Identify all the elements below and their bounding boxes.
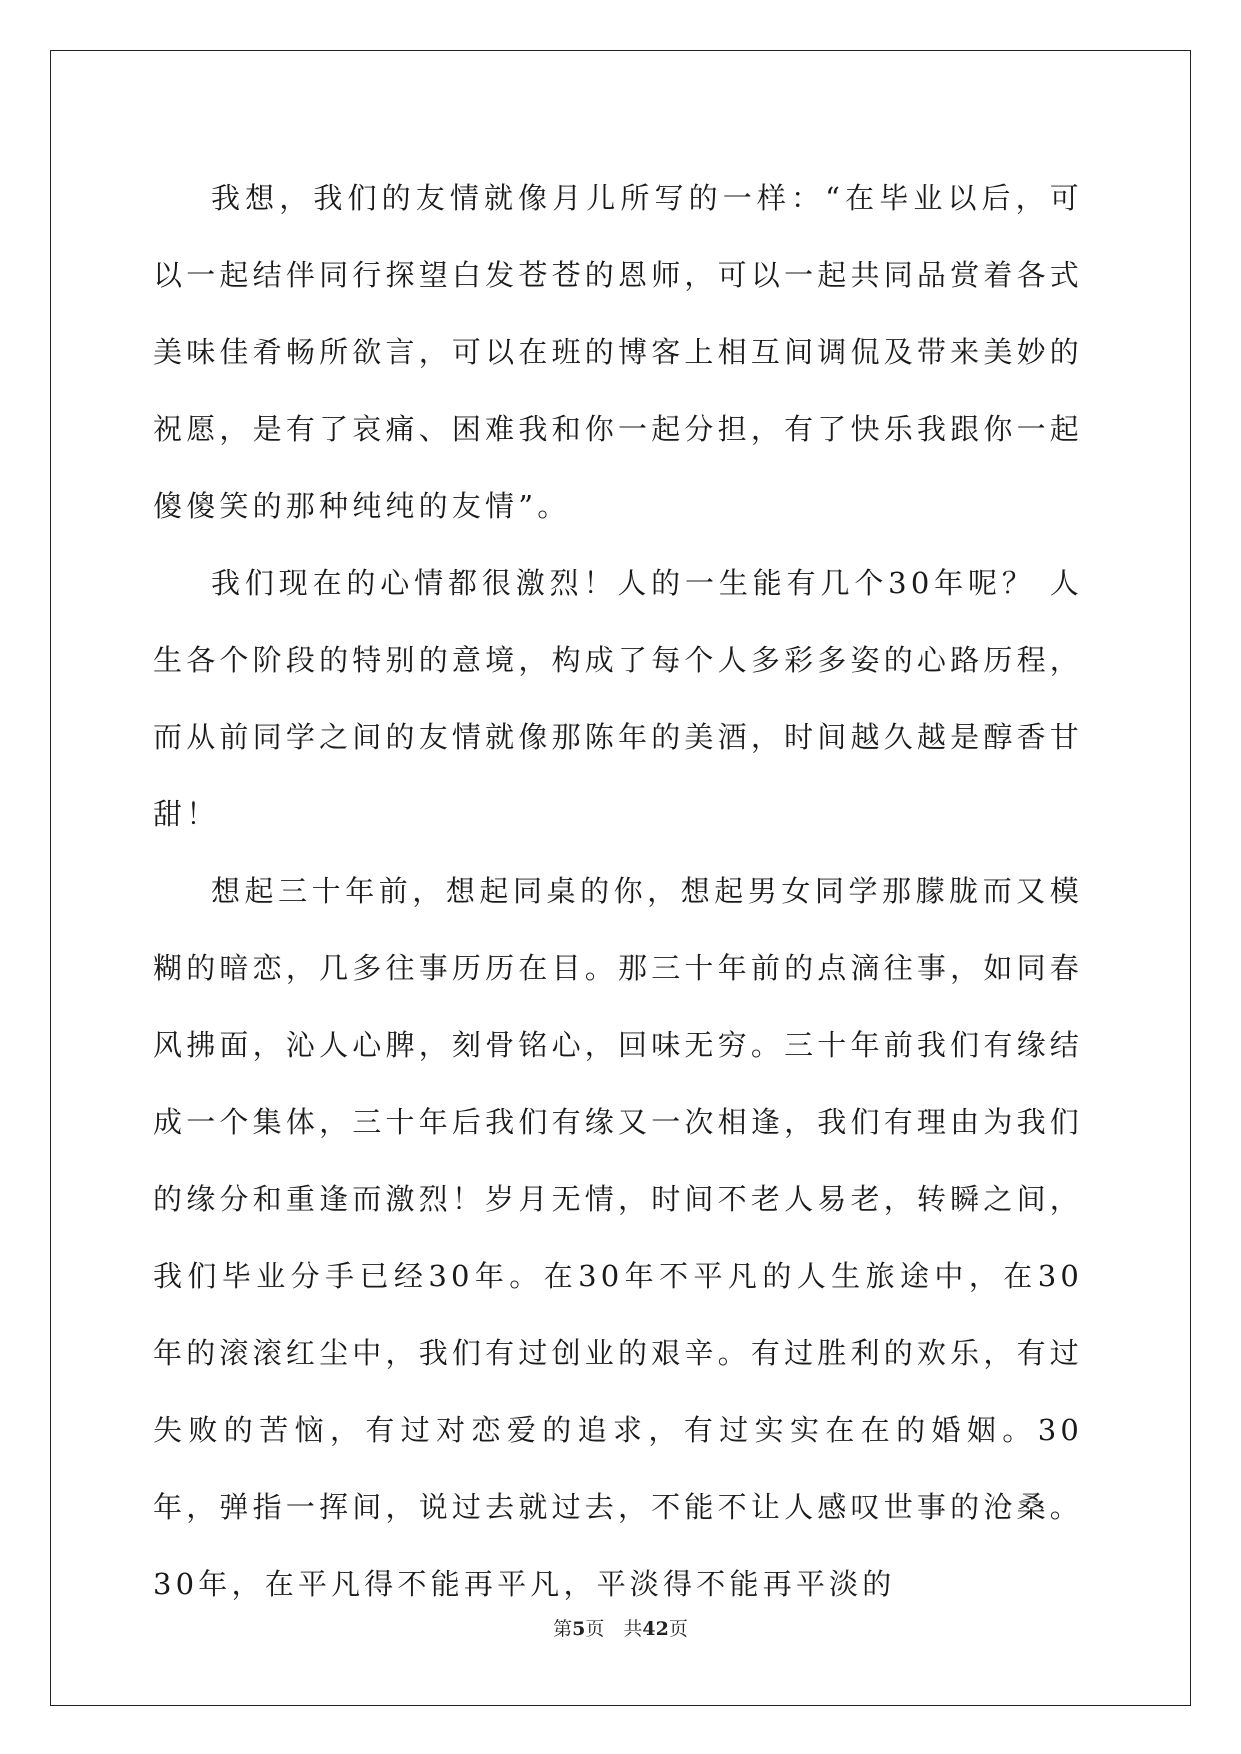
paragraph-memories: 想起三十年前，想起同桌的你，想起男女同学那朦胧而又模糊的暗恋，几多往事历历在目。那三十年前的点滴往事，如同春风拂面，沁人心脾，刻骨铭心，回味无穷。三十年前我们有缘结成一个集体，三十年后我们有缘又一次相逢，我们有理由为我们的缘分和重逢而激烈！岁月无情，时间不老人易老，转瞬之间，我们毕业分手已经30年。在30年不平凡的人生旅途中，在30年的滚滚红尘中，我们有过创业的艰辛。有过胜利的欢乐，有过失败的苦恼，有过对恋爱的追求，有过实实在在的婚姻。30年，弹指一挥间，说过去就过去，不能不让人感叹世事的沧桑。30年，在平凡得不能再平凡，平淡得不能再平淡的 bbox=[153, 874, 1083, 1601]
footer-prefix: 第 bbox=[553, 1618, 573, 1640]
paragraph-feelings: 我们现在的心情都很激烈！人的一生能有几个30年呢？ 人生各个阶段的特别的意境，构成了每个人多彩多姿的心路历程，而从前同学之间的友情就像那陈年的美酒，时间越久越是醇香甘甜！ bbox=[153, 566, 1083, 831]
footer-middle: 页 共 bbox=[585, 1618, 643, 1640]
current-page-number: 5 bbox=[572, 1618, 586, 1640]
paragraph-friendship: 我想，我们的友情就像月儿所写的一样：“在毕业以后，可以一起结伴同行探望白发苍苍的恩师，可以一起共同品赏着各式美味佳肴畅所欲言，可以在班的博客上相互间调侃及带来美妙的祝愿，是有了哀痛、困难我和你一起分担，有了快乐我跟你一起傻傻笑的那种纯纯的友情”。 bbox=[153, 181, 1083, 523]
document-body bbox=[153, 160, 1083, 1623]
page-footer bbox=[0, 1614, 1241, 1641]
footer-suffix: 页 bbox=[668, 1618, 688, 1640]
total-page-count: 42 bbox=[642, 1618, 669, 1640]
